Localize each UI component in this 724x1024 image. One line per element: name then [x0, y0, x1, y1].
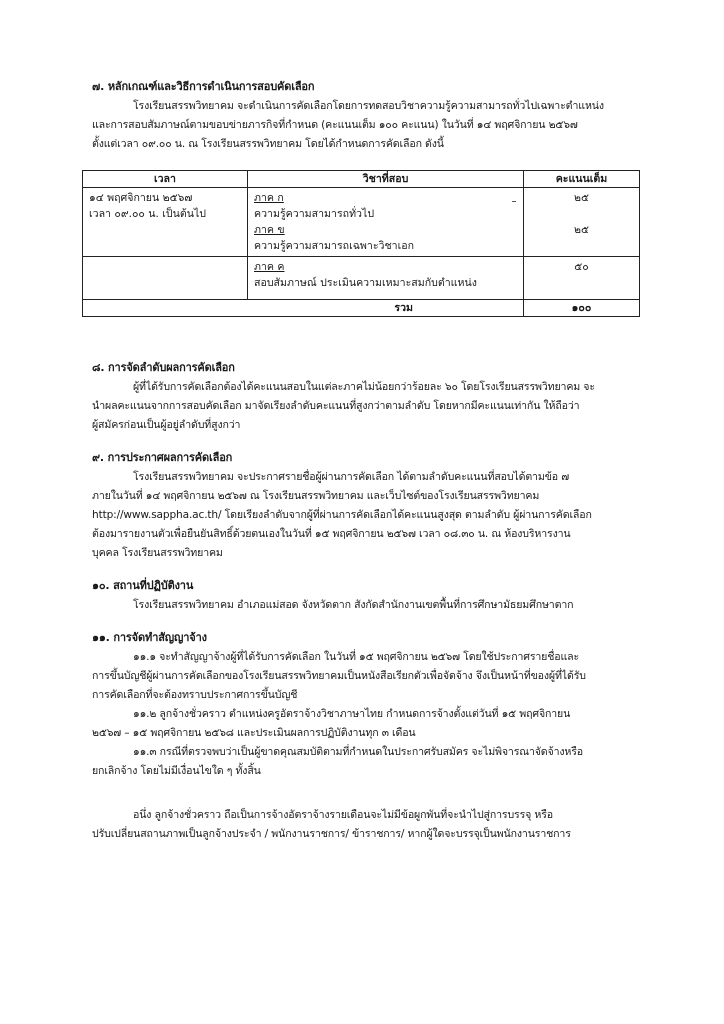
section-9-line: โรงเรียนสรรพวิทยาคม จะประกาศรายชื่อผู้ผ่านการคัดเลือก ได้ตามลำดับคะแนนที่สอบได้ตามข้อ ๗: [133, 471, 570, 483]
section-11-line: ยกเลิกจ้าง โดยไม่มีเงื่อนไขใด ๆ ทั้งสิ้น: [92, 765, 261, 777]
exam-date: ๑๔ พฤศจิกายน ๒๕๖๗: [89, 192, 193, 204]
section-7-line: ตั้งแต่เวลา ๐๙.๐๐ น. ณ โรงเรียนสรรพวิทยาคม โดยได้กำหนดการคัดเลือก ดังนี้: [92, 138, 444, 150]
total-label: รวม: [83, 300, 524, 317]
section-11-line: ๒๕๖๗ – ๑๕ พฤศจิกายน ๒๕๖๘ และประเมินผลการปฏิบัติงานทุก ๓ เดือน: [92, 727, 416, 739]
stray-mark: [512, 201, 516, 202]
score-c-cell: [524, 257, 640, 300]
header-score: คะแนนเต็ม: [524, 171, 640, 188]
part-label: ภาค ข: [254, 224, 285, 236]
section-11-line: การขึ้นบัญชีผู้ผ่านการคัดเลือกของโรงเรียนสรรพวิทยาคมเป็นหนังสือเรียกตัวเพื่อจัดจ้าง จึงเป็นหน้าที่ของผู้ที่ได้รับ: [92, 670, 586, 682]
section-9-line: บุคคล โรงเรียนสรรพวิทยาคม: [92, 547, 223, 559]
part-subject: ความรู้ความสามารถเฉพาะวิชาเอก: [254, 240, 415, 252]
subject-c-cell: [248, 257, 524, 300]
table-row: [83, 257, 640, 300]
closing-line: ปรับเปลี่ยนสถานภาพเป็นลูกจ้างประจำ / พนักงานราชการ/ ข้าราชการ/ หากผู้ใดจะบรรจุเป็นพนักงานราชการ: [92, 828, 571, 840]
section-9-line: ภายในวันที่ ๑๔ พฤศจิกายน ๒๕๖๗ ณ โรงเรียนสรรพวิทยาคม และเว็บไซต์ของโรงเรียนสรรพวิทยาคม: [92, 490, 540, 502]
part-label: ภาค ก: [254, 192, 284, 204]
part-subject: ความรู้ความสามารถทั่วไป: [254, 208, 375, 220]
time-cell: [83, 188, 248, 257]
part-subject: สอบสัมภาษณ์ ประเมินความเหมาะสมกับตำแหน่ง: [254, 277, 477, 289]
time-cell-empty: [83, 257, 248, 300]
spacer: [254, 291, 517, 297]
section-11-line: ๑๑.๒ ลูกจ้างชั่วคราว ตำแหน่งครูอัตราจ้างวิชาภาษาไทย กำหนดการจ้างตั้งแต่วันที่ ๑๕ พฤศจิกายน: [133, 708, 571, 720]
spacer: [530, 206, 633, 222]
section-7-line: โรงเรียนสรรพวิทยาคม จะดำเนินการคัดเลือกโดยการทดสอบวิชาความรู้ความสามารถทั่วไปเฉพาะตำแหน่ง: [133, 100, 604, 112]
section-9-heading: ๙. การประกาศผลการคัดเลือก: [92, 451, 233, 464]
section-11-line: ๑๑.๓ กรณีที่ตรวจพบว่าเป็นผู้ขาดคุณสมบัติตามที่กำหนดในประกาศรับสมัคร จะไม่พิจารณาจัดจ้างหรือ: [133, 746, 583, 758]
section-7-heading: ๗. หลักเกณฑ์และวิธีการดำเนินการสอบคัดเลือก: [92, 80, 315, 93]
part-score: ๒๕: [573, 224, 589, 236]
part-score: ๒๕: [573, 192, 589, 204]
subjects-ab-cell: [248, 188, 524, 257]
spacer: [530, 238, 633, 250]
section-11-line: ๑๑.๑ จะทำสัญญาจ้างผู้ที่ได้รับการคัดเลือก ในวันที่ ๑๕ พฤศจิกายน ๒๕๖๗ โดยใช้ประกาศรายชื่อและ: [133, 651, 580, 663]
exam-schedule-table: [82, 170, 640, 317]
part-score: ๕๐: [574, 261, 589, 273]
section-9-line: ต้องมารายงานตัวเพื่อยืนยันสิทธิ์ด้วยตนเองในวันที่ ๑๕ พฤศจิกายน ๒๕๖๗ เวลา ๐๘.๓๐ น. ณ ห้องบริหารงาน: [92, 528, 571, 540]
table-header-row: [83, 171, 640, 188]
section-10-heading: ๑๐. สถานที่ปฏิบัติงาน: [92, 579, 194, 592]
exam-time: เวลา ๐๙.๐๐ น. เป็นต้นไป: [89, 208, 207, 220]
closing-line: อนึ่ง ลูกจ้างชั่วคราว ถือเป็นการจ้างอัตราจ้างรายเดือนจะไม่มีข้อผูกพันที่จะนำไปสู่การบรรจุ หรือ: [133, 809, 553, 821]
table-row: [83, 188, 640, 257]
header-subject: วิชาที่สอบ: [248, 171, 524, 188]
part-label: ภาค ค: [254, 261, 285, 273]
header-time: เวลา: [83, 171, 248, 188]
section-11-heading: ๑๑. การจัดทำสัญญาจ้าง: [92, 631, 207, 644]
section-10-line: โรงเรียนสรรพวิทยาคม อำเภอแม่สอด จังหวัดตาก สังกัดสำนักงานเขตพื้นที่การศึกษามัธยมศึกษาตาก: [133, 599, 574, 611]
section-8-heading: ๘. การจัดลำดับผลการคัดเลือก: [92, 361, 235, 374]
section-8-line: ผู้สมัครก่อนเป็นผู้อยู่ลำดับที่สูงกว่า: [92, 419, 241, 431]
section-7-line: และการสอบสัมภาษณ์ตามขอบข่ายภารกิจที่กำหนด (คะแนนเต็ม ๑๐๐ คะแนน) ในวันที่ ๑๔ พฤศจิกายน ๒๕๖๗: [92, 119, 578, 131]
total-value: ๑๐๐: [524, 300, 640, 317]
table-total-row: [83, 300, 640, 317]
section-11-line: การคัดเลือกที่จะต้องทราบประกาศการขึ้นบัญชี: [92, 689, 298, 701]
section-8-line: นำผลคะแนนจากการสอบคัดเลือก มาจัดเรียงลำดับคะแนนที่สูงกว่าตามลำดับ โดยหากมีคะแนนเท่ากัน ให้ถือว่า: [92, 400, 580, 412]
section-9-line: http://www.sappha.ac.th/ โดยเรียงลำดับจากผู้ที่ผ่านการคัดเลือกได้คะแนนสูงสุด ตามลำดับ ผู้ผ่านการคัดเลือก: [92, 509, 592, 521]
section-8-line: ผู้ที่ได้รับการคัดเลือกต้องได้คะแนนสอบในแต่ละภาคไม่น้อยกว่าร้อยละ ๖๐ โดยโรงเรียนสรรพวิทยาคม จะ: [133, 381, 595, 393]
scores-ab-cell: [524, 188, 640, 257]
